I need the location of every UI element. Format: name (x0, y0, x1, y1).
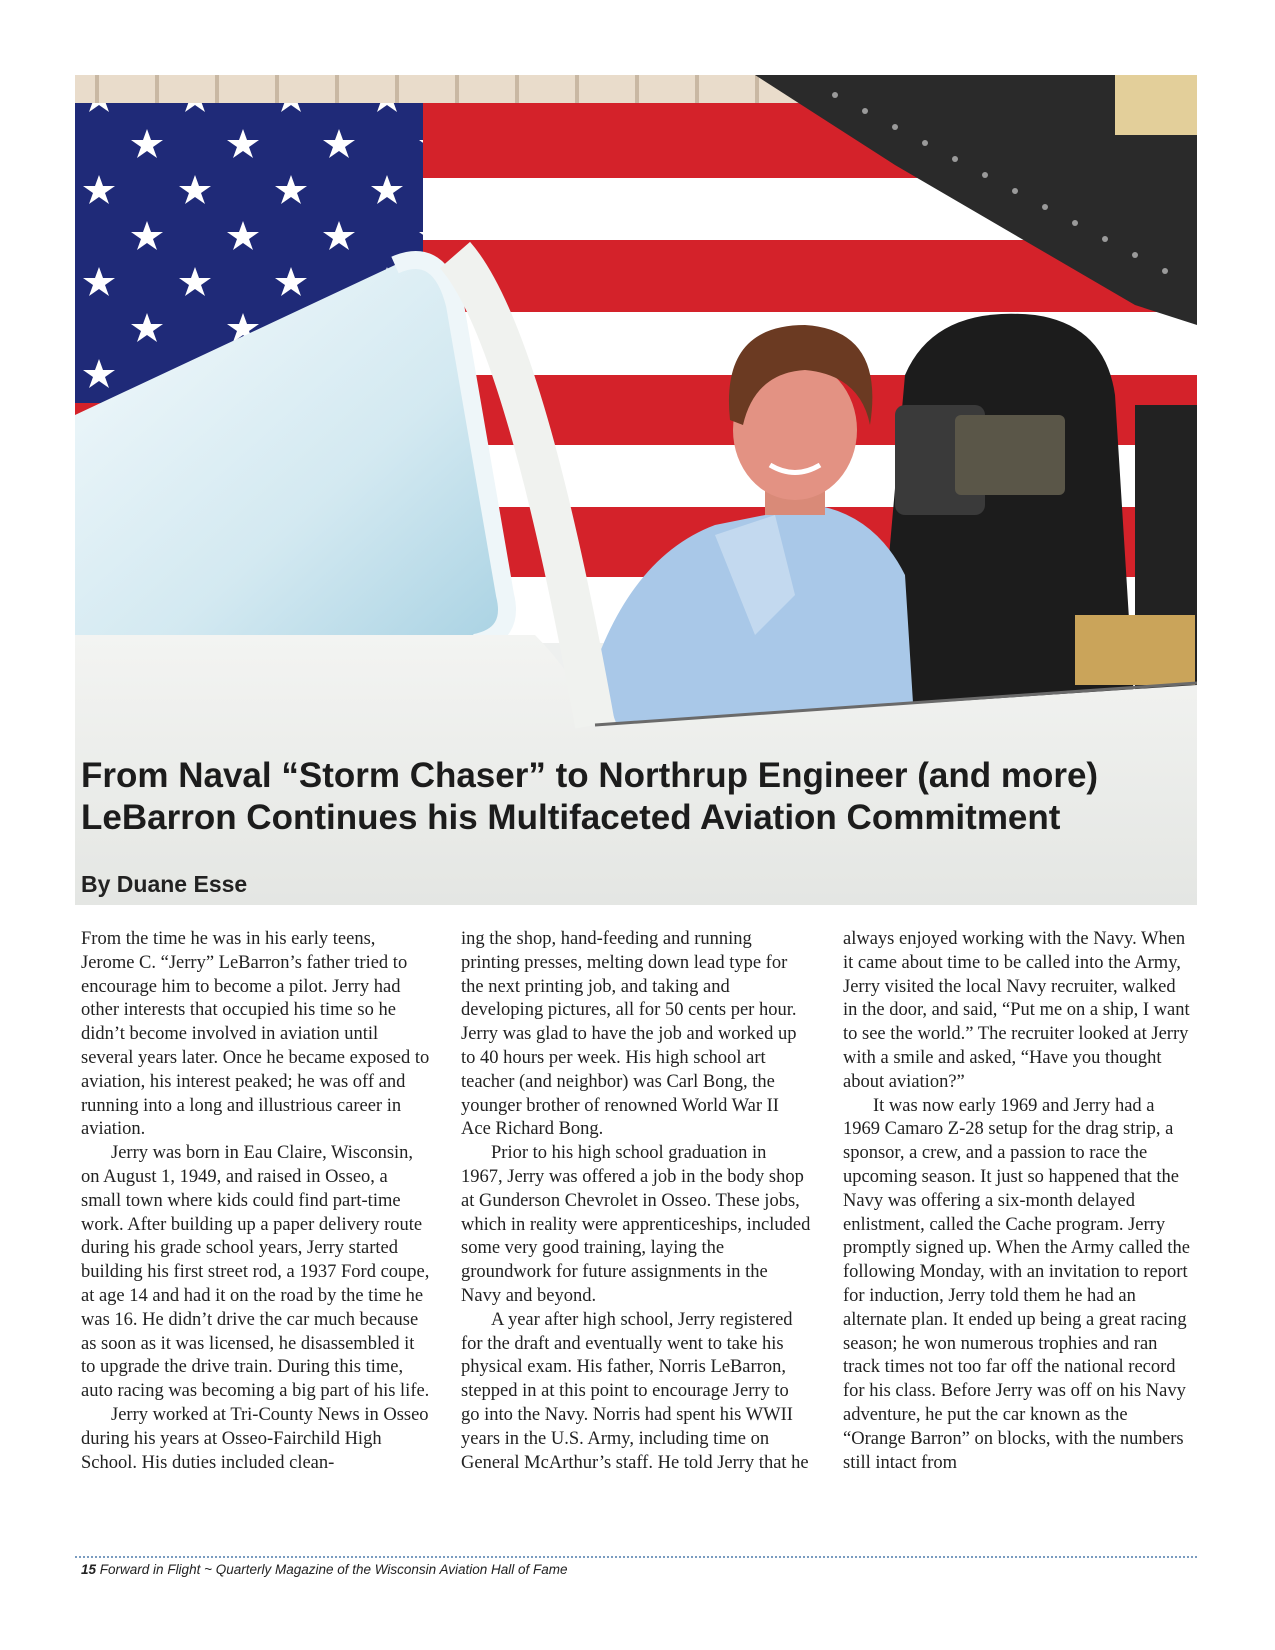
paragraph: Prior to his high school graduation in 1967, Jerry was offered a job in the body shop at Gunderson Chevrolet in Osseo. These jobs, which in reality were apprenticeships, included some very good training, laying the groundwork for future assignments in the Navy and beyond. (461, 1143, 811, 1306)
paragraph: always enjoyed working with the Navy. When it came about time to be called into the Army, Jerry visited the local Navy recruiter, walked in the door, and said, “Put me on a ship, I want to see the world.” The recruiter looked at Jerry with a smile and asked, “Have you thought about aviation?” (843, 929, 1190, 1092)
paragraph: From the time he was in his early teens, Jerome C. “Jerry” LeBarron’s father tried to encourage him to become a pilot. Jerry had other interests that occupied his time so he didn’t become involved in aviation until several years later. Once he became exposed to aviation, his interest peaked; he was off and running into a long and illustrious career in aviation. (81, 929, 430, 1140)
footer-divider (75, 1556, 1197, 1558)
page-footer (81, 1562, 568, 1577)
article-headline (81, 755, 1098, 839)
headline-line-1: From Naval “Storm Chaser” to Northrup Engineer (and more) (81, 756, 1099, 795)
article-column-1 (81, 928, 431, 1475)
publication-name: Forward in Flight ~ Quarterly Magazine of the Wisconsin Aviation Hall of Fame (99, 1562, 568, 1577)
hero-photo (75, 75, 1197, 905)
page-number: 15 (81, 1562, 97, 1577)
article-column-2 (461, 928, 811, 1475)
paragraph: ing the shop, hand-feeding and running printing presses, melting down lead type for the next printing job, and taking and developing pictures, all for 50 cents per hour. Jerry was glad to have the job and worked up to 40 hours per week. His high school art teacher (and neighbor) was Carl Bong, the younger brother of renowned World War II Ace Richard Bong. (461, 929, 797, 1140)
article-byline: By Duane Esse (81, 871, 248, 897)
paragraph: It was now early 1969 and Jerry had a 1969 Camaro Z-28 setup for the drag strip, a sponsor, a crew, and a passion to race the upcoming season. It just so happened that the Navy was offering a six-month delayed enlistment, called the Cache program. Jerry promptly signed up. When the Army called the following Monday, with an invitation to report for induction, Jerry told them he had an alternate plan. It ended up being a great racing season; he won numerous trophies and ran track times not too far off the national record for his class. Before Jerry was off on his Navy adventure, he put the car known as the “Orange Barron” on blocks, with the numbers still intact from (843, 1095, 1190, 1473)
paragraph: Jerry was born in Eau Claire, Wisconsin, on August 1, 1949, and raised in Osseo, a small town where kids could find part-time work. After building up a paper delivery route during his grade school years, Jerry started building his first street rod, a 1937 Ford coupe, at age 14 and had it on the road by the time he was 16. He didn’t drive the car much because as soon as it was licensed, he disassembled it to upgrade the drive train. During this time, auto racing was becoming a big part of his life. (81, 1143, 430, 1402)
article-column-3 (843, 928, 1193, 1475)
paragraph: Jerry worked at Tri-County News in Osseo during his years at Osseo-Fairchild High School. His duties included clean- (81, 1404, 429, 1473)
paragraph: A year after high school, Jerry registered for the draft and eventually went to take his physical exam. His father, Norris LeBarron, stepped in at this point to encourage Jerry to go into the Navy. Norris had spent his WWII years in the U.S. Army, including time on General McArthur’s staff. He told Jerry that he (461, 1309, 809, 1473)
headline-line-2: LeBarron Continues his Multifaceted Aviation Commitment (81, 798, 1061, 837)
